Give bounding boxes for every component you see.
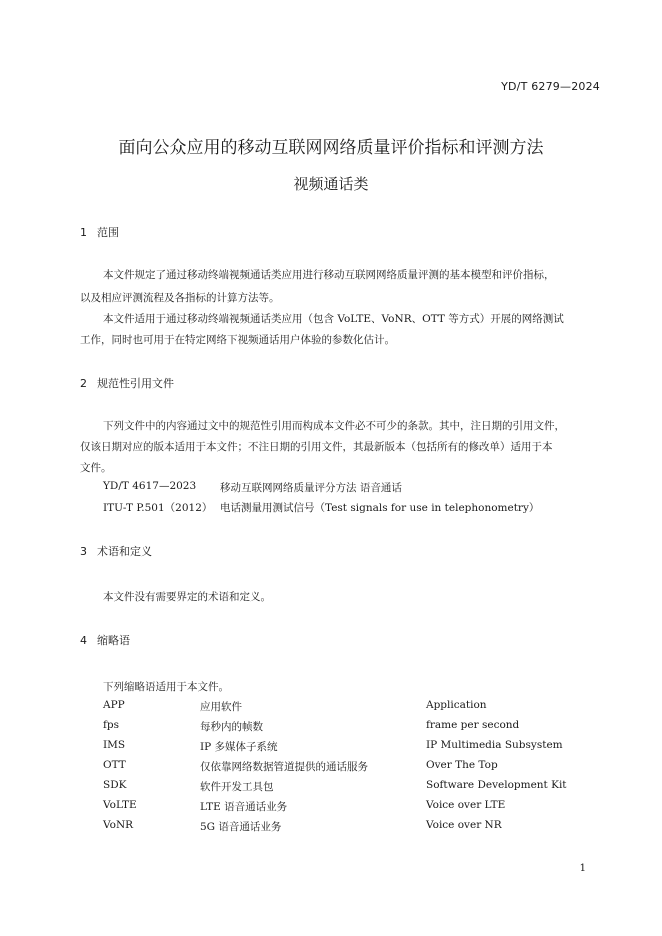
reference-code: ITU-T P.501（2012） (103, 502, 213, 514)
paragraph-line: 文件。 (80, 462, 112, 474)
abbreviation-chinese: 5G 语音通话业务 (200, 821, 282, 833)
abbreviation-english: IP Multimedia Subsystem (426, 739, 563, 751)
paragraph-line: 本文件没有需要界定的术语和定义。 (103, 591, 271, 603)
section-heading-terms (80, 543, 152, 559)
abbreviation-chinese: 每秒内的帧数 (200, 721, 263, 733)
abbreviation-chinese: 应用软件 (200, 701, 242, 713)
document-title: 面向公众应用的移动互联网网络质量评价指标和评测方法 (118, 138, 544, 158)
reference-title: 移动互联网网络质量评分方法 语音通话 (220, 482, 402, 494)
document-subtitle: 视频通话类 (293, 175, 369, 193)
abbreviation: APP (103, 699, 125, 711)
paragraph-line: 工作，同时也可用于在特定网络下视频通话用户体验的参数化估计。 (80, 334, 395, 346)
abbreviation-english: Software Development Kit (426, 779, 567, 791)
abbreviation-english: Application (426, 699, 487, 711)
abbreviation-english: Over The Top (426, 759, 498, 771)
abbreviation-chinese: 软件开发工具包 (200, 781, 274, 793)
paragraph-line: 以及相应评测流程及各指标的计算方法等。 (80, 292, 280, 304)
section-title: 规范性引用文件 (97, 377, 174, 390)
abbreviation: SDK (103, 779, 127, 791)
abbreviations-intro: 下列缩略语适用于本文件。 (103, 681, 229, 693)
section-heading-scope (80, 224, 119, 240)
abbreviation-chinese: LTE 语音通话业务 (200, 801, 288, 813)
section-title: 术语和定义 (97, 545, 152, 558)
abbreviation-chinese: IP 多媒体子系统 (200, 741, 278, 753)
page-number: 1 (579, 863, 586, 874)
reference-title: 电话测量用测试信号（Test signals for use in telephonometry） (220, 502, 540, 514)
section-number: 1 (80, 226, 87, 239)
section-title: 范围 (97, 226, 119, 239)
abbreviation: VoLTE (103, 799, 137, 811)
paragraph-line: 仅该日期对应的版本适用于本文件；不注日期的引用文件，其最新版本（包括所有的修改单）适用于本 (80, 441, 553, 453)
section-heading-normative-references (80, 375, 174, 391)
section-number: 4 (80, 634, 87, 647)
abbreviation: fps (103, 719, 119, 731)
abbreviation-english: Voice over NR (426, 819, 502, 831)
paragraph-line: 本文件适用于通过移动终端视频通话类应用（包含 VoLTE、VoNR、OTT 等方式）开展的网络测试 (103, 313, 564, 325)
abbreviation: OTT (103, 759, 126, 771)
abbreviation: VoNR (103, 819, 134, 831)
section-number: 2 (80, 377, 87, 390)
paragraph-line: 本文件规定了通过移动终端视频通话类应用进行移动互联网网络质量评测的基本模型和评价指标， (103, 269, 555, 281)
paragraph-line: 下列文件中的内容通过文中的规范性引用而构成本文件必不可少的条款。其中，注日期的引用文件， (103, 420, 565, 432)
abbreviation-english: frame per second (426, 719, 520, 731)
section-heading-abbreviations (80, 632, 130, 648)
section-number: 3 (80, 545, 87, 558)
abbreviation-chinese: 仅依靠网络数据管道提供的通话服务 (200, 761, 368, 773)
abbreviation: IMS (103, 739, 126, 751)
abbreviation-english: Voice over LTE (426, 799, 506, 811)
standard-number: YD/T 6279—2024 (501, 80, 600, 93)
section-title: 缩略语 (97, 634, 130, 647)
reference-code: YD/T 4617—2023 (103, 480, 197, 492)
